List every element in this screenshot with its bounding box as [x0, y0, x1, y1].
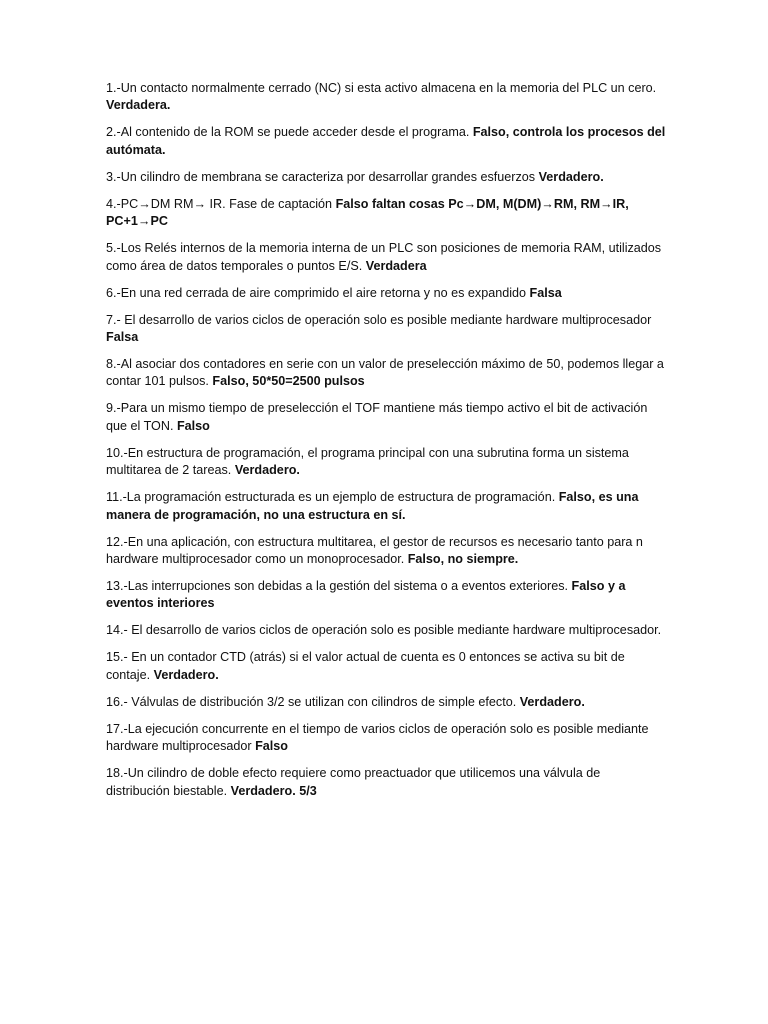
- answer-text: Falso y a eventos interiores: [106, 579, 626, 611]
- question-item-17: [106, 721, 666, 756]
- answer-text: Falso: [255, 739, 289, 754]
- question-item-4: [106, 196, 666, 231]
- question-text: 9.-Para un mismo tiempo de preselección el TOF mantiene más tiempo activo el bit de activación que el TON.: [106, 401, 648, 433]
- question-item-7: [106, 312, 666, 347]
- question-text: 4.-PC→DM RM→ IR. Fase de captación: [106, 196, 333, 211]
- question-item-5: [106, 240, 666, 275]
- answer-text: Falso, controla los procesos del autómata.: [106, 125, 666, 157]
- answer-text: Verdadero.: [519, 694, 585, 709]
- answer-text: Verdadera.: [106, 98, 171, 113]
- question-text: 17.-La ejecución concurrente en el tiempo de varios ciclos de operación solo es posible mediante hardware multiprocesador: [106, 721, 649, 754]
- answer-text: Falso, 50*50=2500 pulsos: [212, 374, 365, 389]
- question-item-14: [106, 622, 666, 639]
- question-text: 16.- Válvulas de distribución 3/2 se utilizan con cilindros de simple efecto.: [106, 694, 517, 709]
- question-text: 1.-Un contacto normalmente cerrado (NC) si esta activo almacena en la memoria del PLC un cero.: [106, 81, 657, 95]
- question-item-3: [106, 169, 666, 186]
- document-page: [106, 80, 666, 810]
- question-text: 15.- En un contador CTD (atrás) si el valor actual de cuenta es 0 entonces se activa su bit de contaje.: [106, 650, 625, 682]
- answer-text: Falso: [176, 418, 210, 433]
- question-item-10: [106, 445, 666, 480]
- question-item-12: [106, 534, 666, 569]
- question-text: 12.-En una aplicación, con estructura multitarea, el gestor de recursos es necesario tanto para n hardware multiprocesador como un monoprocesador.: [106, 534, 643, 567]
- question-item-1: [106, 80, 666, 115]
- answer-text: Verdadero. 5/3: [230, 783, 317, 798]
- question-item-6: [106, 285, 666, 302]
- question-text: 6.-En una red cerrada de aire comprimido el aire retorna y no es expandido: [106, 285, 527, 300]
- question-text: 14.- El desarrollo de varios ciclos de operación solo es posible mediante hardware multiprocesador.: [106, 623, 662, 638]
- question-text: 2.-Al contenido de la ROM se puede acceder desde el programa.: [106, 125, 470, 140]
- question-item-15: [106, 649, 666, 684]
- question-item-13: [106, 578, 666, 613]
- answer-text: Verdadero.: [538, 169, 604, 184]
- question-item-9: [106, 400, 666, 435]
- question-item-16: [106, 694, 666, 711]
- question-text: 8.-Al asociar dos contadores en serie con un valor de preselección máximo de 50, podemos llegar a contar 101 pulsos.: [106, 357, 664, 389]
- question-text: 10.-En estructura de programación, el programa principal con una subrutina forma un sistema multitarea de 2 tareas.: [106, 445, 629, 478]
- answer-text: Falso faltan cosas Pc→DM, M(DM)→RM, RM→IR, PC+1→PC: [106, 196, 629, 229]
- answer-text: Falsa: [529, 285, 562, 300]
- question-text: 13.-Las interrupciones son debidas a la gestión del sistema o a eventos exteriores.: [106, 579, 569, 594]
- answer-text: Verdadera: [365, 258, 427, 273]
- question-item-11: [106, 489, 666, 524]
- answer-text: Verdadero.: [234, 463, 300, 478]
- answer-text: Falso, no siempre.: [407, 552, 519, 567]
- question-text: 18.-Un cilindro de doble efecto requiere como preactuador que utilicemos una válvula de distribución biestable.: [106, 766, 601, 798]
- question-item-8: [106, 356, 666, 391]
- question-text: 11.-La programación estructurada es un ejemplo de estructura de programación.: [106, 490, 556, 505]
- question-text: 7.- El desarrollo de varios ciclos de operación solo es posible mediante hardware multiprocesador: [106, 312, 652, 327]
- question-item-18: [106, 765, 666, 800]
- question-item-2: [106, 124, 666, 159]
- question-text: 5.-Los Relés internos de la memoria interna de un PLC son posiciones de memoria RAM, utilizados como área de datos temporales o puntos E/S.: [106, 241, 662, 273]
- answer-text: Falso, es una manera de programación, no una estructura en sí.: [106, 490, 639, 522]
- question-text: 3.-Un cilindro de membrana se caracteriza por desarrollar grandes esfuerzos: [106, 169, 536, 184]
- answer-text: Falsa: [106, 330, 139, 345]
- answer-text: Verdadero.: [153, 667, 219, 682]
